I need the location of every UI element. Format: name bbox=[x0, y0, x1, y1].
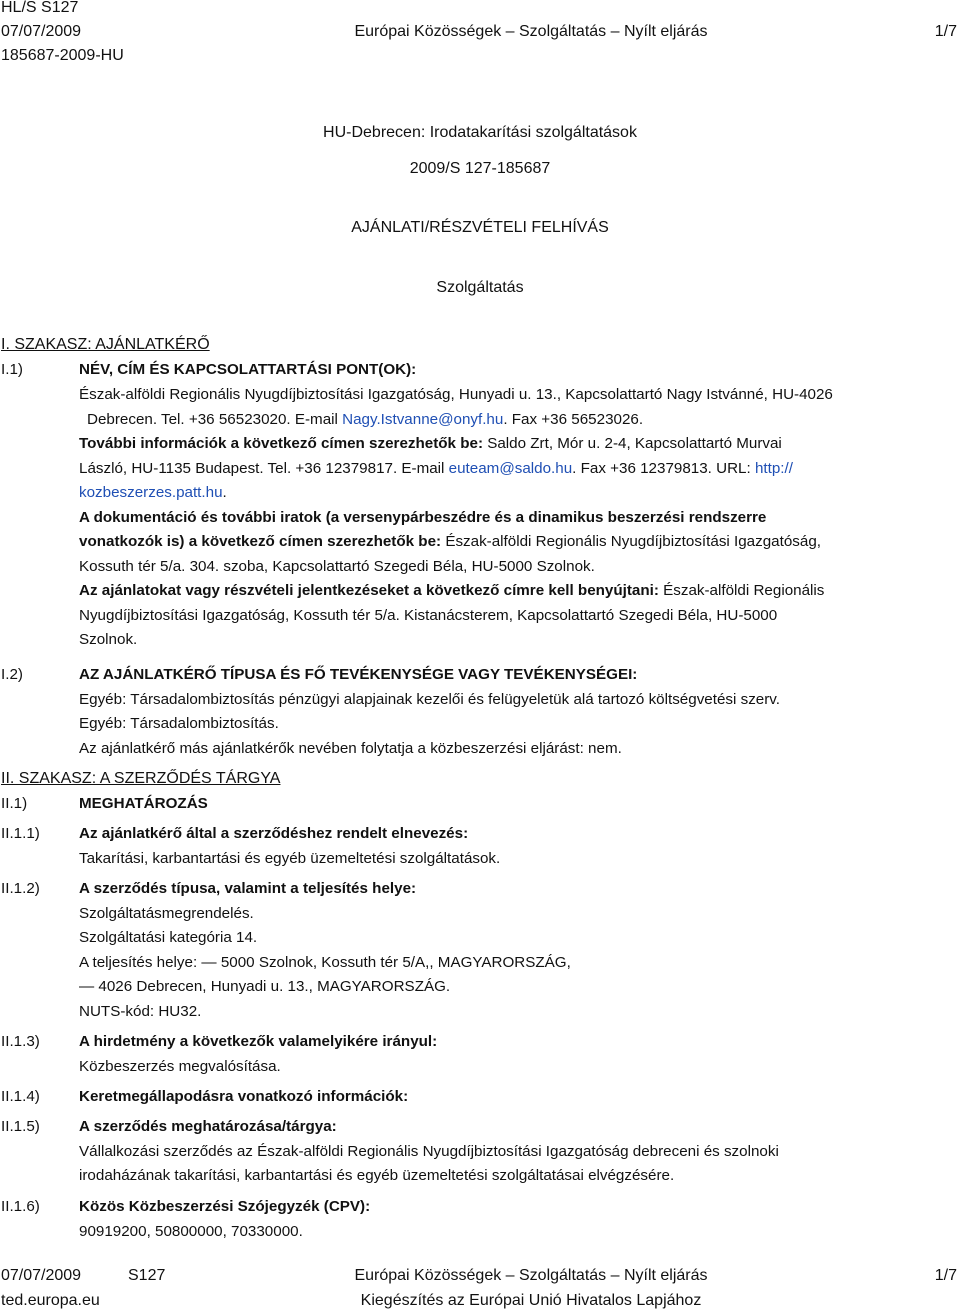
info-url-link-part2[interactable]: kozbeszerzes.patt.hu bbox=[79, 484, 223, 501]
info-line-3: kozbeszerzes.patt.hu. bbox=[79, 484, 227, 501]
i2-line-3: Az ajánlatkérő más ajánlatkérők nevében folytatja a közbeszerzési eljárást: nem. bbox=[79, 739, 622, 757]
ii12-number: II.1.2) bbox=[1, 880, 40, 897]
i1-line-1: Észak-alföldi Regionális Nyugdíjbiztosítási Igazgatóság, Hunyadi u. 13., Kapcsolattartó Nagy Istvánné, HU-4026 bbox=[79, 386, 833, 403]
ii11-line-1: Takarítási, karbantartási és egyéb üzemeltetési szolgáltatások. bbox=[79, 849, 501, 867]
ii12-line-3: A teljesítés helye: — 5000 Szolnok, Kossuth tér 5/A,, MAGYARORSZÁG, bbox=[79, 953, 571, 971]
footer-page: 1/7 bbox=[934, 1267, 957, 1284]
ii12-line-5: NUTS-kód: HU32. bbox=[79, 1002, 202, 1020]
doc-line-2: vonatkozók is) a következő címen szerezhetők be: Észak-alföldi Regionális Nyugdíjbiztosítási Igazgatóság, bbox=[79, 533, 821, 550]
footer-center: Európai Közösségek – Szolgáltatás – Nyílt eljárás bbox=[354, 1267, 708, 1284]
submit-line-1: Az ajánlatokat vagy részvételi jelentkezéseket a következő címre kell benyújtani: Észak-alföldi Regionális bbox=[79, 582, 825, 599]
footer-code: S127 bbox=[128, 1267, 166, 1284]
i2-title: AZ AJÁNLATKÉRŐ TÍPUSA ÉS FŐ TEVÉKENYSÉGE VAGY TEVÉKENYSÉGEI: bbox=[79, 666, 638, 683]
i1-line-2: Debrecen. Tel. +36 56523020. E-mail Nagy.Istvanne@onyf.hu. Fax +36 56523026. bbox=[87, 410, 644, 428]
ii14-number: II.1.4) bbox=[1, 1088, 40, 1105]
ii15-line-1: Vállalkozási szerződés az Észak-alföldi Regionális Nyugdíjbiztosítási Igazgatóság debreceni és szolnoki bbox=[79, 1142, 779, 1160]
notice-title: HU-Debrecen: Irodatakarítási szolgáltatások bbox=[323, 124, 637, 141]
ii16-title: Közös Közbeszerzési Szójegyzék (CPV): bbox=[79, 1198, 371, 1215]
ii13-line-1: Közbeszerzés megvalósítása. bbox=[79, 1057, 281, 1075]
i1-number: I.1) bbox=[1, 361, 23, 378]
notice-category: Szolgáltatás bbox=[436, 279, 524, 296]
ii16-line-1: 90919200, 50800000, 70330000. bbox=[79, 1222, 303, 1240]
ii11-title: Az ajánlatkérő által a szerződéshez rendelt elnevezés: bbox=[79, 825, 469, 842]
ii12-line-1: Szolgáltatásmegrendelés. bbox=[79, 904, 254, 922]
i1-title: NÉV, CÍM ÉS KAPCSOLATTARTÁSI PONT(OK): bbox=[79, 361, 417, 378]
ii13-block bbox=[79, 1030, 955, 1079]
i1-email-link[interactable]: Nagy.Istvanne@onyf.hu bbox=[342, 410, 504, 428]
i2-line-1: Egyéb: Társadalombiztosítás pénzügyi alapjainak kezelői és felügyeletük alá tartozó költségvetési szerv. bbox=[79, 690, 780, 708]
footer-sub: Kiegészítés az Európai Unió Hivatalos Lapjához bbox=[360, 1292, 702, 1309]
ii15-title: A szerződés meghatározása/tárgya: bbox=[79, 1118, 337, 1135]
info-line-1: További információk a következő címen szerezhetők be: Saldo Zrt, Mór u. 2-4, Kapcsolattartó Murvai bbox=[79, 435, 782, 452]
ii15-line-2: irodaházának takarítási, karbantartási és egyéb üzemeltetési szolgáltatásai elvégzésére. bbox=[79, 1167, 675, 1184]
ii16-number: II.1.6) bbox=[1, 1198, 40, 1215]
ii11-number: II.1.1) bbox=[1, 825, 40, 842]
notice-type: AJÁNLATI/RÉSZVÉTELI FELHÍVÁS bbox=[351, 219, 609, 236]
ii16-block bbox=[79, 1195, 955, 1244]
ii15-number: II.1.5) bbox=[1, 1118, 40, 1135]
ii12-line-2: Szolgáltatási kategória 14. bbox=[79, 929, 258, 946]
header-page: 1/7 bbox=[934, 23, 957, 40]
doc-line-1: A dokumentáció és további iratok (a versenypárbeszédre és a dinamikus beszerzési rendszerre bbox=[79, 508, 767, 526]
section-1-heading: I. SZAKASZ: AJÁNLATKÉRŐ bbox=[1, 336, 210, 353]
header-date: 07/07/2009 bbox=[1, 23, 82, 40]
ii13-title: A hirdetmény a következők valamelyikére irányul: bbox=[79, 1033, 438, 1050]
ii13-number: II.1.3) bbox=[1, 1033, 40, 1050]
notice-ref: 2009/S 127-185687 bbox=[409, 160, 551, 177]
doc-line-3: Kossuth tér 5/a. 304. szoba, Kapcsolattartó Szegedi Béla, HU-5000 Szolnok. bbox=[79, 557, 595, 575]
ii1-number: II.1) bbox=[1, 795, 28, 812]
header-notice-id: 185687-2009-HU bbox=[1, 47, 124, 64]
ii14-title: Keretmegállapodásra vonatkozó információk: bbox=[79, 1088, 409, 1105]
i2-number: I.2) bbox=[1, 666, 23, 683]
ii11-block bbox=[79, 822, 955, 871]
section-2-heading: II. SZAKASZ: A SZERZŐDÉS TÁRGYA bbox=[1, 770, 281, 787]
header-doc-id: HL/S S127 bbox=[1, 0, 79, 16]
info-url-link-part1[interactable]: http:// bbox=[754, 459, 793, 477]
footer-date: 07/07/2009 bbox=[1, 1267, 82, 1284]
ii12-title: A szerződés típusa, valamint a teljesítés helye: bbox=[79, 880, 417, 897]
ii1-title: MEGHATÁROZÁS bbox=[79, 795, 208, 812]
info-line-2: László, HU-1135 Budapest. Tel. +36 12379817. E-mail euteam@saldo.hu. Fax +36 12379813. URL: http:// bbox=[79, 459, 793, 477]
ii15-block bbox=[79, 1115, 955, 1189]
i1-address bbox=[79, 383, 955, 653]
i2-block bbox=[79, 663, 955, 761]
footer-site: ted.europa.eu bbox=[1, 1292, 100, 1309]
header-center: Európai Közösségek – Szolgáltatás – Nyílt eljárás bbox=[354, 23, 708, 40]
ii12-line-4: — 4026 Debrecen, Hunyadi u. 13., MAGYARORSZÁG. bbox=[79, 978, 451, 995]
i2-line-2: Egyéb: Társadalombiztosítás. bbox=[79, 715, 279, 732]
submit-line-3: Szolnok. bbox=[79, 631, 138, 648]
info-email-link[interactable]: euteam@saldo.hu bbox=[448, 459, 573, 477]
ii12-block bbox=[79, 877, 955, 1024]
submit-line-2: Nyugdíjbiztosítási Igazgatóság, Kossuth tér 5/a. Kistanácsterem, Kapcsolattartó Szegedi Béla, HU-5000 bbox=[79, 606, 778, 624]
